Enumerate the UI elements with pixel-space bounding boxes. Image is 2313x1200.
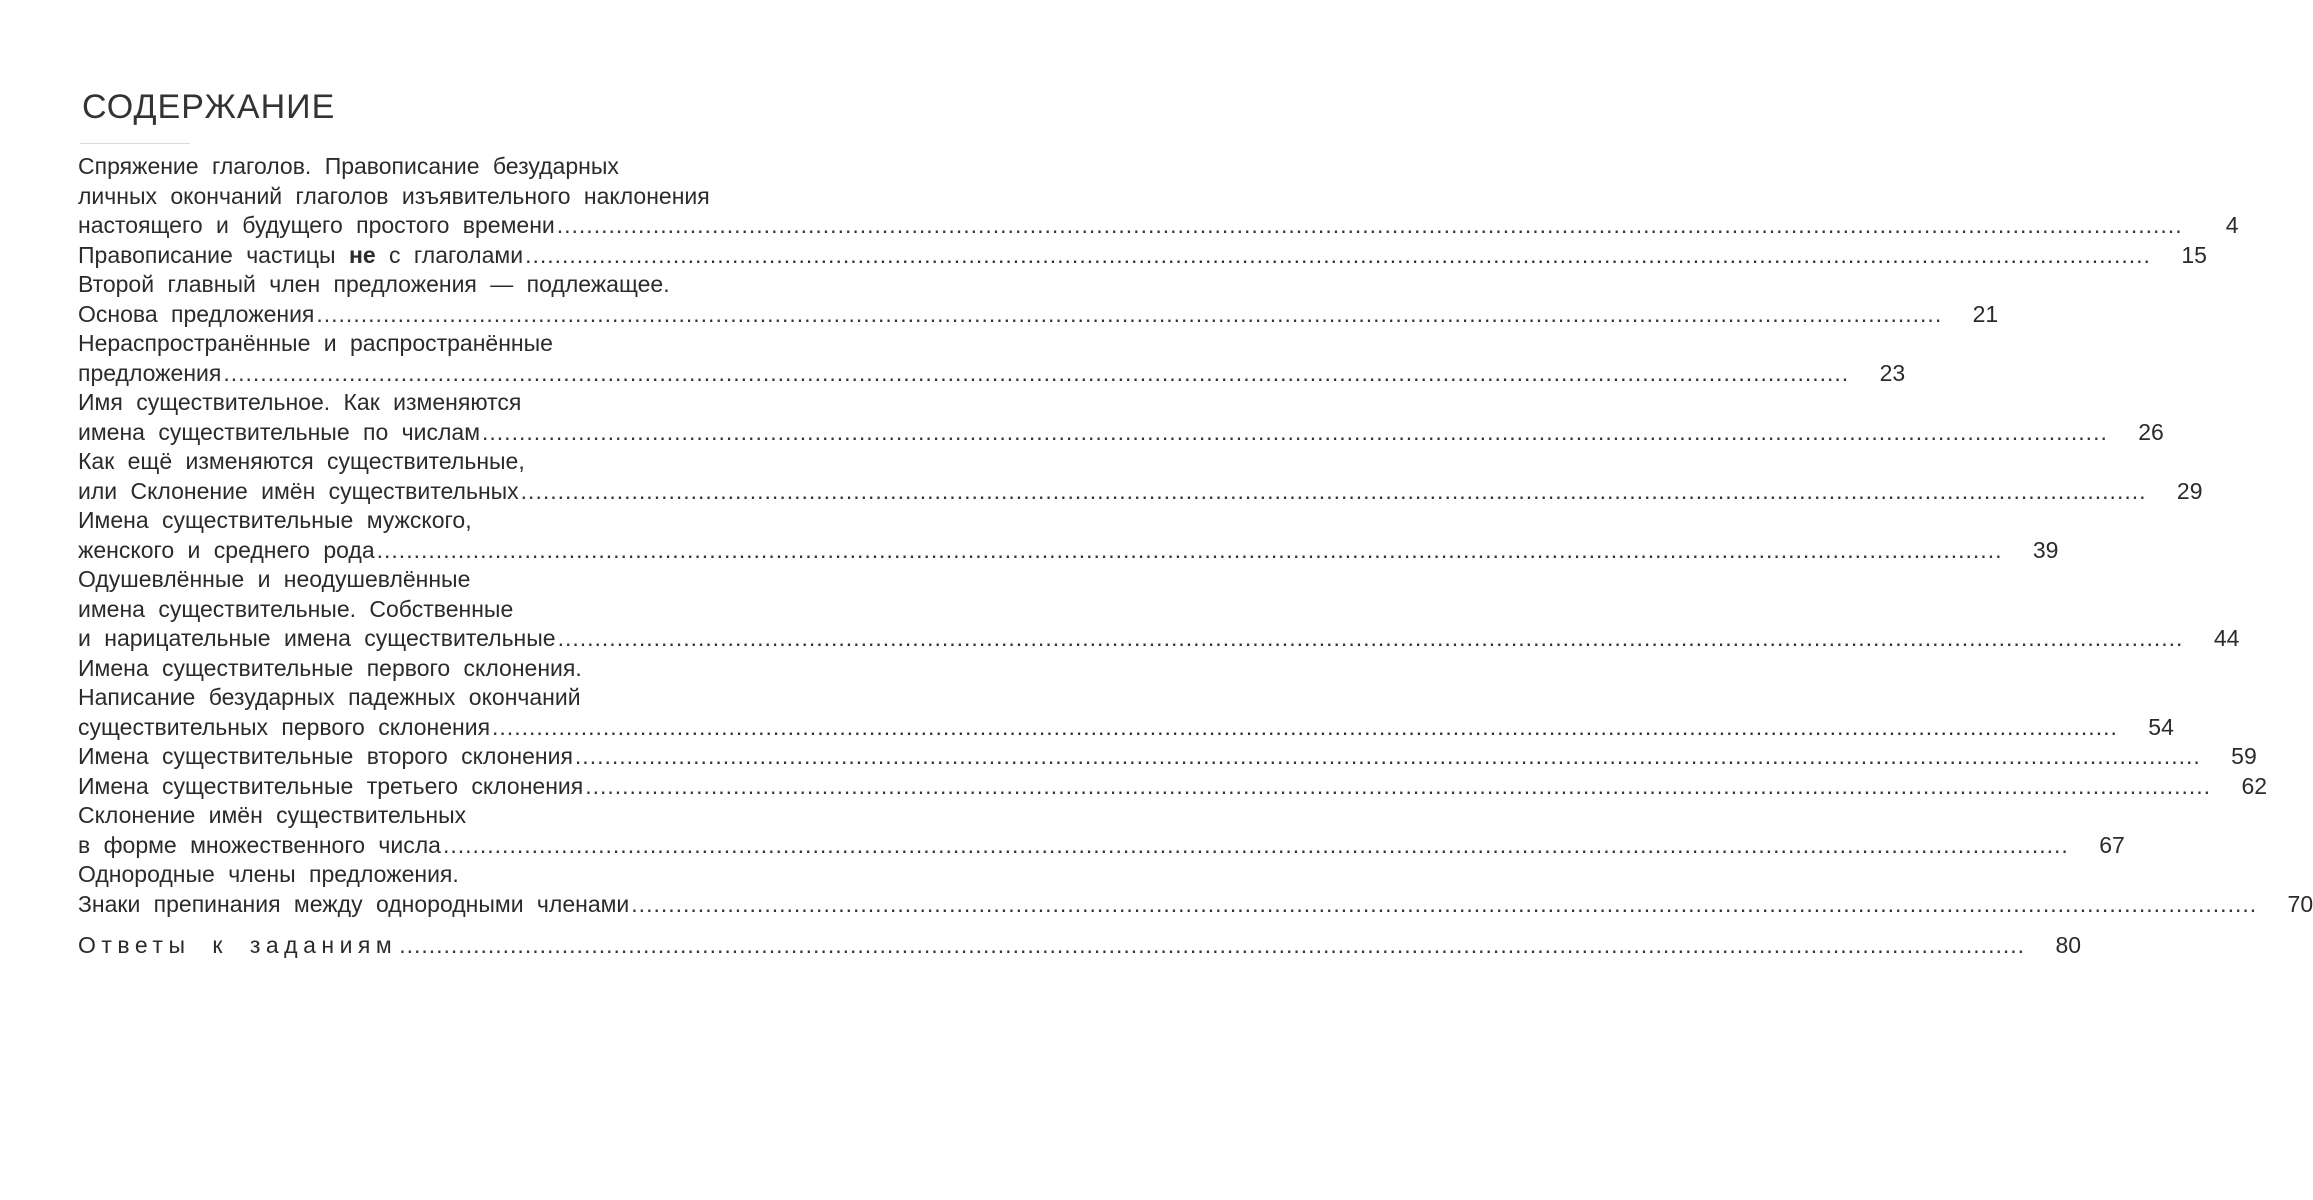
toc-entry-line-last [78,624,2240,654]
toc-entry-line-last [78,359,1906,389]
toc-leader-dots: ............................................................................................................................................................................................................................ [492,713,2118,740]
toc-entry-line-last [78,713,2174,743]
toc-entry-text: Одушевлённые и неодушевлённые [78,566,471,592]
toc-page-number: 67 [2099,831,2125,858]
toc-entry-text: или Склонение имён существительных [78,477,519,504]
toc-entry-line-last [78,418,2164,448]
toc-entry [78,565,2240,654]
table-of-contents [78,152,2313,961]
toc-entry-text: Спряжение глаголов. Правописание безударных [78,153,619,179]
toc-entry-line [78,595,863,625]
toc-leader-dots: ............................................................................................................................................................................................................................ [631,890,2258,917]
toc-leader-dots: ............................................................................................................................................................................................................................ [556,212,2183,238]
toc-entry [78,388,2164,447]
toc-leader-dots: ............................................................................................................................................................................................................................ [442,831,2069,858]
toc-entry-line-last [78,931,2082,961]
toc-leader-dots: ............................................................................................................................................................................................................................ [557,625,2184,651]
toc-entry [78,742,2257,772]
toc-leader-dots: ............................................................................................................................................................................................................................ [482,418,2108,445]
toc-entry-text: Склонение имён существительных [78,802,467,828]
toc-leader-dots: ............................................................................................................................................................................................................................ [316,300,1943,327]
toc-entry-line [78,182,863,212]
toc-leader-dots: ............................................................................................................................................................................................................................ [399,932,2026,958]
toc-entry [78,801,2125,860]
toc-entry-text: Нераспространённые и распространённые [78,330,553,356]
toc-entry [78,270,1999,329]
toc-page-number: 59 [2231,743,2257,769]
toc-entry-line-last [78,241,2207,271]
toc-entry-text: Имена существительные третьего склонения [78,772,584,799]
toc-page-number: 80 [2055,932,2082,958]
toc-entry-line [78,506,863,536]
toc-entry-line [78,801,863,831]
toc-entry [78,329,1906,388]
toc-entry-text: в форме множественного числа [78,831,441,858]
toc-page-number: 23 [1879,359,1906,386]
toc-page-number: 39 [2032,536,2059,563]
toc-leader-dots: ............................................................................................................................................................................................................................ [223,359,1850,386]
toc-entry-line [78,329,863,359]
toc-page-number: 26 [2138,418,2164,445]
toc-page-number: 54 [2148,713,2174,740]
toc-entry-line-last [78,211,2239,241]
toc-entry [78,772,2268,802]
toc-entry [78,506,2059,565]
toc-entry-line [78,152,863,182]
toc-entry-text: женского и среднего рода [78,536,375,563]
toc-entry [78,152,2239,241]
toc-entry-line [78,447,863,477]
toc-entry-text: предложения [78,359,222,386]
toc-entry-text: Знаки препинания между однородными членами [78,890,630,917]
page-title: СОДЕРЖАНИЕ [82,88,336,126]
toc-entry-text: Однородные члены предложения. [78,861,459,887]
toc-page-number: 4 [2225,212,2239,238]
toc-leader-dots: ............................................................................................................................................................................................................................ [525,241,2151,268]
toc-entry-text: имена существительные по числам [78,418,481,445]
toc-entry-text: Имена существительные первого склонения. [78,654,582,681]
title-underline [80,143,190,144]
toc-entry-text: настоящего и будущего простого времени [78,212,555,238]
toc-leader-dots: ............................................................................................................................................................................................................................ [574,743,2201,769]
toc-entry-text: Правописание частицы не с глаголами [78,241,524,268]
toc-entry-text: Имена существительные второго склонения [78,743,573,769]
toc-entry-text: Основа предложения [78,300,315,327]
toc-entry-line-last [78,477,2203,507]
toc-entry-text: существительных первого склонения [78,713,491,740]
toc-entry-text: и нарицательные имена существительные [78,625,556,651]
toc-entry [78,931,2082,961]
toc-leader-dots: ............................................................................................................................................................................................................................ [520,477,2147,504]
toc-entry-line [78,270,863,300]
toc-entry-line-last [78,742,2257,772]
toc-entry-line [78,860,863,890]
toc-entry-text: Как ещё изменяются существительные, [78,448,525,474]
toc-entry-line-last [78,890,2313,920]
toc-page-number: 29 [2176,477,2203,504]
toc-entry-text: личных окончаний глаголов изъявительного наклонения [78,182,710,209]
toc-entry-text: Ответы к заданиям [78,932,398,958]
toc-entry [78,241,2207,271]
toc-page-number: 21 [1972,300,1999,327]
toc-page-number: 15 [2181,241,2207,268]
toc-entry-text: Написание безударных падежных окончаний [78,684,581,710]
toc-page-number: 44 [2213,625,2240,651]
toc-entry-line-last [78,831,2125,861]
toc-entry-text: Имя существительное. Как изменяются [78,389,522,415]
toc-leader-dots: ............................................................................................................................................................................................................................ [376,536,2003,563]
toc-entry [78,654,2174,743]
toc-entry-line-last [78,300,1999,330]
toc-entry-line-last [78,772,2268,802]
toc-entry-line [78,388,863,418]
toc-entry-line [78,654,863,684]
toc-entry [78,447,2203,506]
toc-entry-line [78,683,863,713]
toc-page-number: 62 [2241,772,2268,799]
toc-leader-dots: ............................................................................................................................................................................................................................ [585,772,2212,799]
toc-entry [78,860,2313,919]
toc-page-number: 70 [2287,890,2313,917]
toc-entry-text: имена существительные. Собственные [78,595,514,622]
toc-entry-line [78,565,863,595]
toc-entry-text: Имена существительные мужского, [78,507,472,533]
toc-entry-text: Второй главный член предложения — подлежащее. [78,271,670,297]
toc-entry-line-last [78,536,2059,566]
